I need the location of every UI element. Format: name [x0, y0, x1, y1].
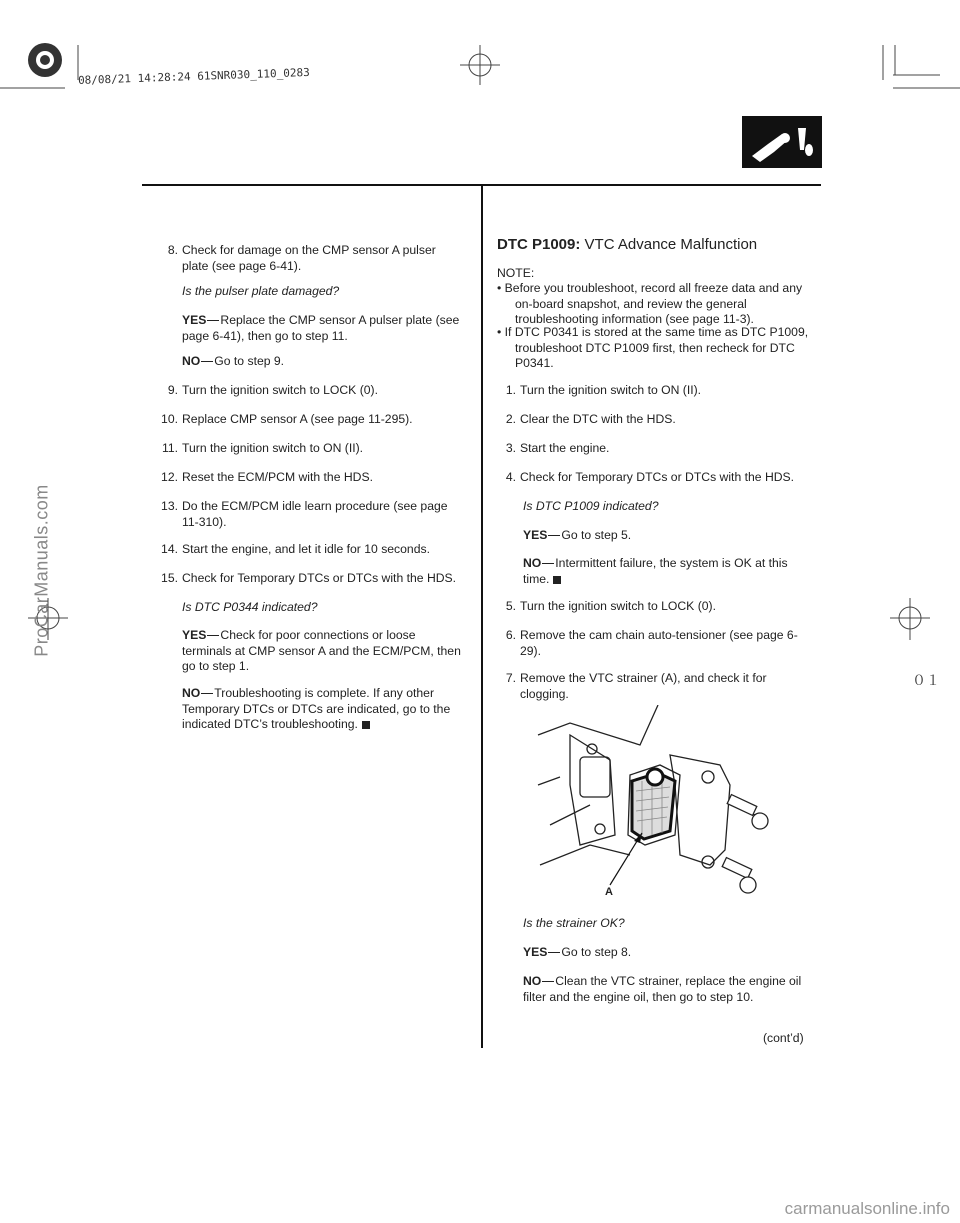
side-watermark: ProCarManuals.com — [31, 484, 52, 657]
note-2: • If DTC P0341 is stored at the same time as DTC P1009, troubleshoot DTC P1009 first, then recheck for DTC P0341. — [497, 325, 809, 370]
answer-yes-r1: YES Go to step 5. — [523, 528, 632, 542]
step-11: 11. Turn the ignition switch to ON (II). — [161, 441, 364, 455]
step-5: 5. Turn the ignition switch to LOCK (0). — [505, 599, 716, 613]
vtc-strainer-illustration — [530, 705, 800, 905]
step-8: 8. Check for damage on the CMP sensor A pulser plate (see page 6-41). — [167, 243, 436, 273]
answer-yes-2: YES Check for poor connections or loose terminals at CMP sensor A and the ECM/PCM, then go to step 1. — [182, 628, 461, 673]
fuel-system-section-icon — [742, 116, 822, 168]
answer-no-1: NO Go to step 9. — [182, 354, 285, 368]
margin-mark: ０１ — [912, 672, 940, 688]
note-label: NOTE: — [497, 266, 535, 280]
answer-no-r1: NO Intermittent failure, the system is OK at this time. — [523, 556, 788, 586]
step-4: 4. Check for Temporary DTCs or DTCs with the HDS. — [505, 470, 795, 484]
continued-label: (cont’d) — [763, 1031, 804, 1045]
figure-label-a: A — [605, 886, 613, 898]
answer-no-2: NO Troubleshooting is complete. If any other Temporary DTCs or DTCs are indicated, go to the indicated DTC’s troubleshooting. — [182, 686, 451, 731]
step-14: 14. Start the engine, and let it idle for 10 seconds. — [161, 542, 430, 556]
footer-watermark: carmanualsonline.info — [784, 1199, 950, 1218]
question-p1009: Is DTC P1009 indicated? — [523, 499, 659, 513]
step-3: 3. Start the engine. — [505, 441, 610, 455]
question-strainer: Is the strainer OK? — [523, 916, 625, 930]
answer-yes-r2: YES Go to step 8. — [523, 945, 632, 959]
step-13: 13. Do the ECM/PCM idle learn procedure (see page 11-310). — [161, 499, 448, 529]
question-p0344: Is DTC P0344 indicated? — [182, 600, 318, 614]
column-divider — [481, 186, 483, 1048]
step-2: 2. Clear the DTC with the HDS. — [505, 412, 676, 426]
print-timestamp-stamp: 08/08/21 14:28:24 61SNR030_110_0283 — [77, 65, 310, 88]
step-6: 6. Remove the cam chain auto-tensioner (see page 6-29). — [505, 628, 798, 658]
note-1: • Before you troubleshoot, record all freeze data and any on-board snapshot, and review the general troubleshooting information (see page 11-3). — [497, 281, 803, 326]
end-marker — [362, 721, 370, 729]
answer-yes-1: YES Replace the CMP sensor A pulser plate (see page 6-41), then go to step 11. — [182, 313, 460, 343]
end-marker-r — [553, 576, 561, 584]
dtc-title: DTC P1009: VTC Advance Malfunction — [497, 236, 758, 253]
step-9: 9. Turn the ignition switch to LOCK (0). — [167, 383, 378, 397]
answer-no-r2: NO Clean the VTC strainer, replace the engine oil filter and the engine oil, then go to step 10. — [523, 974, 802, 1004]
step-7: 7. Remove the VTC strainer (A), and check it for clogging. — [505, 671, 767, 701]
step-12: 12. Reset the ECM/PCM with the HDS. — [161, 470, 373, 484]
step-1: 1. Turn the ignition switch to ON (II). — [505, 383, 702, 397]
step-15: 15. Check for Temporary DTCs or DTCs with the HDS. — [161, 571, 457, 585]
question-pulser-plate: Is the pulser plate damaged? — [182, 284, 340, 298]
step-10: 10. Replace CMP sensor A (see page 11-295). — [161, 412, 413, 426]
